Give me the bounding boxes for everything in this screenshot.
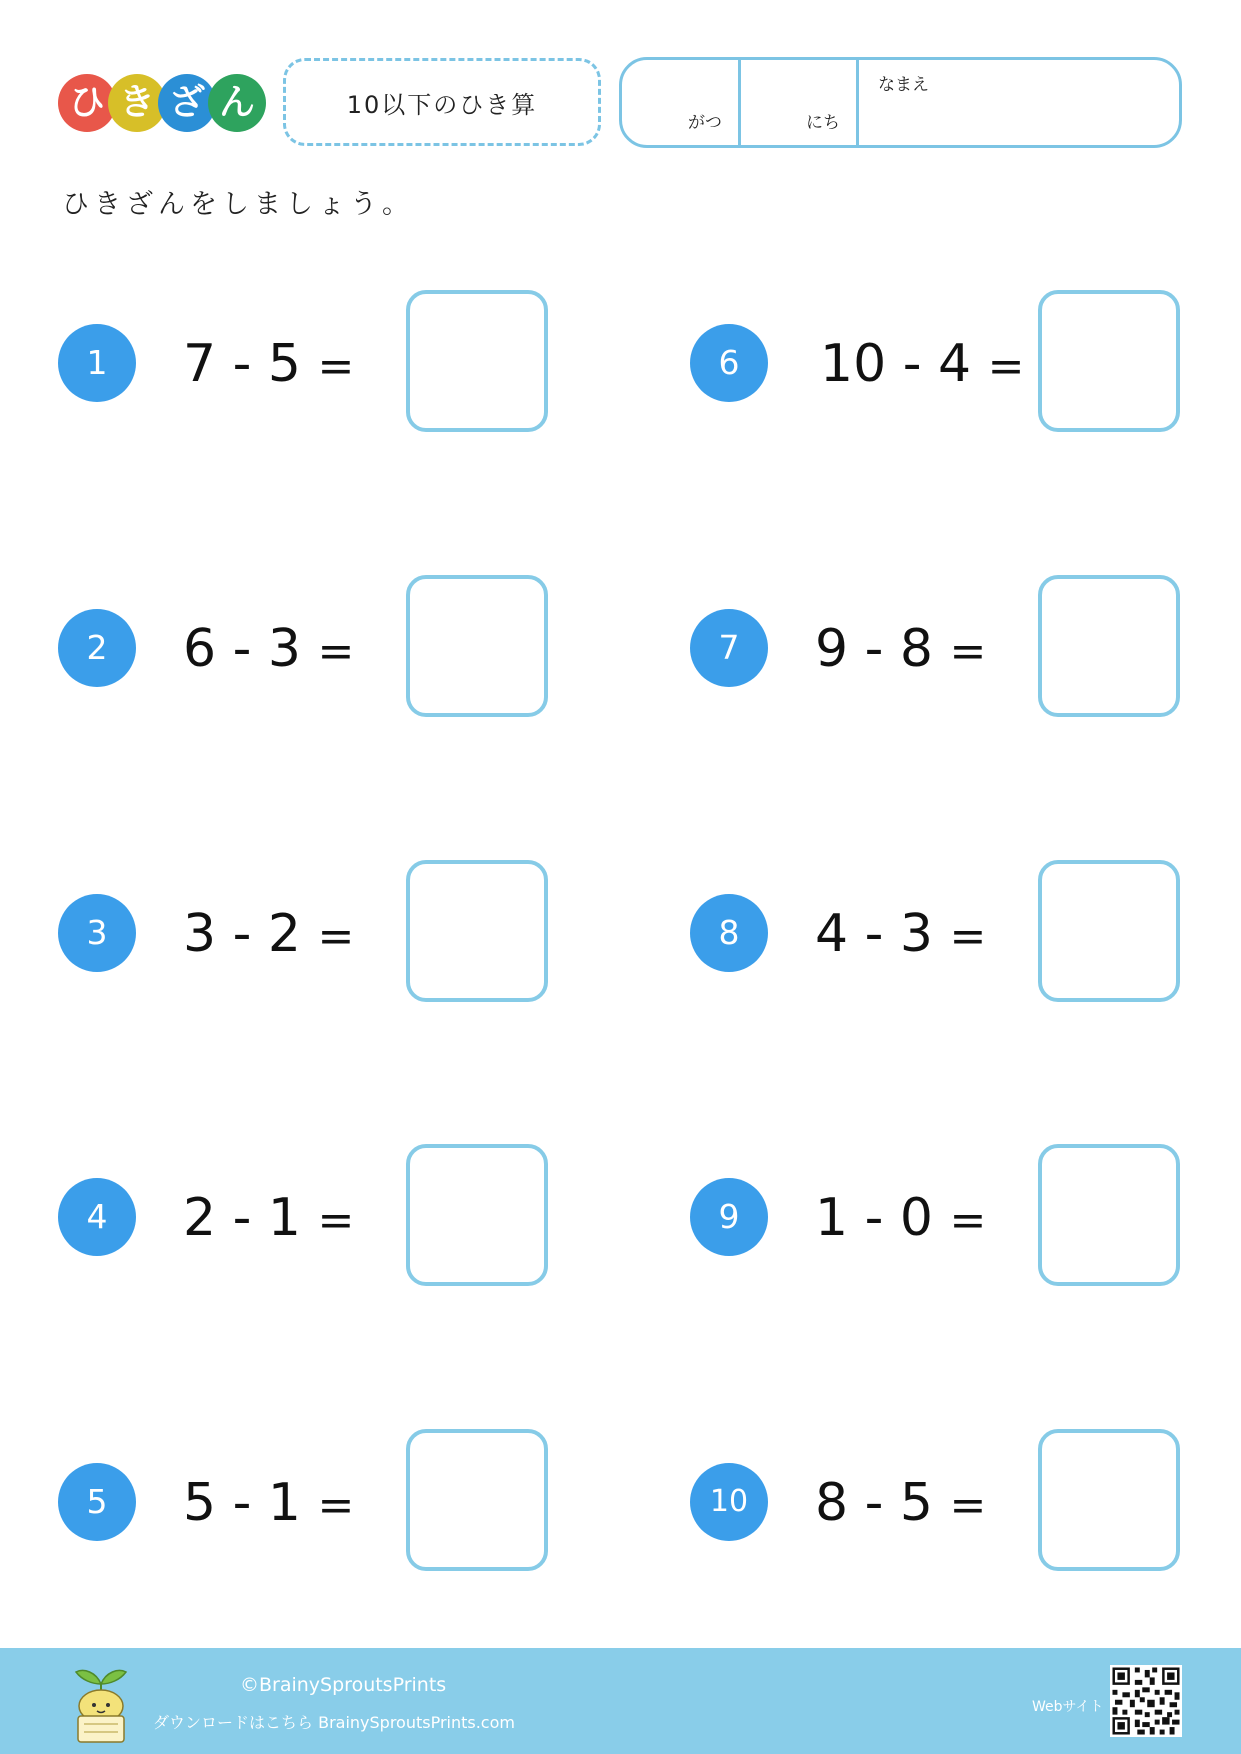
day-label: にち <box>806 113 840 133</box>
problem-3 <box>58 856 618 1006</box>
problem-number-badge: 4 <box>58 1178 136 1256</box>
expression-text: 2 - 1 <box>183 1188 301 1248</box>
expression-text: 7 - 5 <box>183 334 301 394</box>
divider <box>856 60 859 145</box>
problem-1 <box>58 286 618 436</box>
logo-char-za: ざ <box>158 74 216 132</box>
answer-box[interactable] <box>1038 290 1180 432</box>
problem-number-badge: 3 <box>58 894 136 972</box>
problem-2 <box>58 571 618 721</box>
problem-expression <box>815 898 986 970</box>
answer-box[interactable] <box>1038 860 1180 1002</box>
problem-expression <box>815 1182 986 1254</box>
equals-sign: = <box>987 341 1025 392</box>
expression-text: 8 - 5 <box>815 1473 933 1533</box>
problem-expression <box>183 898 354 970</box>
answer-box[interactable] <box>406 860 548 1002</box>
problem-expression <box>183 613 354 685</box>
name-label: なまえ <box>878 75 929 95</box>
problem-10 <box>690 1425 1241 1575</box>
problem-expression <box>815 613 986 685</box>
expression-text: 3 - 2 <box>183 904 301 964</box>
worksheet-title-text: 10以下のひき算 <box>346 90 538 119</box>
footer <box>0 1648 1241 1754</box>
problem-number-badge: 9 <box>690 1178 768 1256</box>
logo-char-ki: き <box>108 74 166 132</box>
problem-5 <box>58 1425 618 1575</box>
answer-box[interactable] <box>406 290 548 432</box>
worksheet-title <box>283 58 601 146</box>
problem-4 <box>58 1140 618 1290</box>
problem-8 <box>690 856 1241 1006</box>
answer-box[interactable] <box>1038 1144 1180 1286</box>
problem-number-badge: 10 <box>690 1463 768 1541</box>
copyright-text: ©BrainySproutsPrints <box>240 1674 447 1696</box>
expression-text: 4 - 3 <box>815 904 933 964</box>
equals-sign: = <box>949 1480 987 1531</box>
website-label: Webサイト <box>1032 1699 1104 1715</box>
equals-sign: = <box>317 911 355 962</box>
qr-code-icon[interactable] <box>1110 1665 1182 1737</box>
equals-sign: = <box>317 341 355 392</box>
problem-number-badge: 8 <box>690 894 768 972</box>
expression-text: 1 - 0 <box>815 1188 933 1248</box>
sprout-mascot-icon <box>70 1662 132 1744</box>
problem-6 <box>690 286 1241 436</box>
divider <box>738 60 741 145</box>
equals-sign: = <box>317 1195 355 1246</box>
equals-sign: = <box>949 911 987 962</box>
expression-text: 5 - 1 <box>183 1473 301 1533</box>
equals-sign: = <box>949 626 987 677</box>
instruction-text: ひきざんをしましょう。 <box>62 189 414 220</box>
problem-expression <box>183 1182 354 1254</box>
equals-sign: = <box>949 1195 987 1246</box>
problem-number-badge: 1 <box>58 324 136 402</box>
date-name-box <box>619 57 1182 148</box>
answer-box[interactable] <box>406 1144 548 1286</box>
problem-number-badge: 5 <box>58 1463 136 1541</box>
expression-text: 6 - 3 <box>183 619 301 679</box>
expression-text: 10 - 4 <box>820 334 972 394</box>
answer-box[interactable] <box>1038 575 1180 717</box>
equals-sign: = <box>317 1480 355 1531</box>
problem-expression <box>183 1467 354 1539</box>
problem-number-badge: 6 <box>690 324 768 402</box>
download-link[interactable]: ダウンロードはこちら BrainySproutsPrints.com <box>153 1713 515 1732</box>
problem-9 <box>690 1140 1241 1290</box>
problem-expression <box>183 328 354 400</box>
logo-char-n: ん <box>208 74 266 132</box>
logo-char-hi: ひ <box>58 74 116 132</box>
problem-number-badge: 2 <box>58 609 136 687</box>
month-label: がつ <box>688 113 722 133</box>
problem-expression <box>815 1467 986 1539</box>
answer-box[interactable] <box>406 1429 548 1571</box>
problem-expression <box>820 328 1024 400</box>
problem-number-badge: 7 <box>690 609 768 687</box>
answer-box[interactable] <box>1038 1429 1180 1571</box>
answer-box[interactable] <box>406 575 548 717</box>
problem-7 <box>690 571 1241 721</box>
expression-text: 9 - 8 <box>815 619 933 679</box>
equals-sign: = <box>317 626 355 677</box>
logo <box>58 74 268 136</box>
